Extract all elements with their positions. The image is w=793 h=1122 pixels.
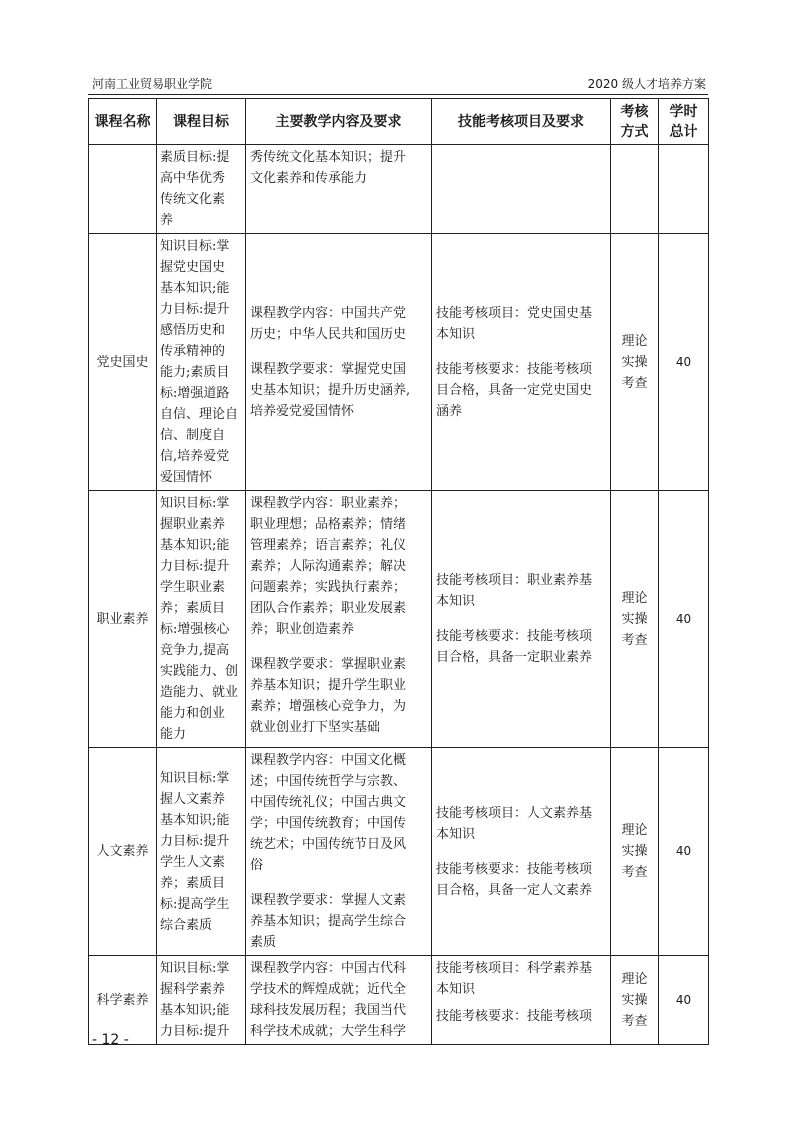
table-row [89,748,709,956]
assessment-method-cell: 理论 实操 考查 [611,956,659,1045]
course-goal-cell: 知识目标:掌 握科学素养 基本知识;能 力目标:提升 [157,956,246,1045]
assessment-method-cell [611,145,659,234]
course-table [88,98,709,1045]
skill-cell: 技能考核项目：职业素养基 本知识 技能考核要求：技能考核项 目合格，具备一定职业素养 [432,491,611,748]
course-content-cell: 课程教学内容：职业素养； 职业理想；品格素养；情绪 管理素养；语言素养；礼仪 素养；人际沟通素养；解决 问题素养；实践执行素养； 团队合作素养；职业发展素 养；职业创造素养 课程教学要求：掌握职业素 养基本知识；提升学生职业 素养；增强核心竞争力，为 就业创业打下坚实基础 [246,491,432,748]
col-header-hours: 学时 总计 [659,99,709,145]
course-goal-cell: 知识目标:掌 握人文素养 基本知识;能 力目标:提升 学生人文素 养；素质目 标:提高学生 综合素质 [157,748,246,956]
course-name-cell [89,145,157,234]
hours-cell: 40 [659,491,709,748]
assessment-method-cell: 理论 实操 考查 [611,748,659,956]
table-row [89,491,709,748]
course-name-cell: 职业素养 [89,491,157,748]
col-header-content: 主要教学内容及要求 [246,99,432,145]
table-header-row [89,99,709,145]
hours-cell: 40 [659,234,709,491]
col-header-skill: 技能考核项目及要求 [432,99,611,145]
col-header-name: 课程名称 [89,99,157,145]
course-content-cell: 课程教学内容：中国共产党 历史；中华人民共和国历史 课程教学要求：掌握党史国 史基本知识；提升历史涵养, 培养爱党爱国情怀 [246,234,432,491]
course-name-cell: 党史国史 [89,234,157,491]
course-goal-cell: 知识目标:掌 握职业素养 基本知识;能 力目标:提升 学生职业素 养；素质目 标:增强核心 竞争力,提高 实践能力、创 造能力、就业 能力和创业 能力 [157,491,246,748]
table-row [89,234,709,491]
course-content-cell: 课程教学内容：中国文化概 述；中国传统哲学与宗教、 中国传统礼仪；中国古典文 学；中国传统教育；中国传 统艺术；中国传统节日及风 俗 课程教学要求：掌握人文素 养基本知识；提高学生综合 素质 [246,748,432,956]
skill-cell [432,145,611,234]
header-rule [88,94,708,95]
course-name-cell: 人文素养 [89,748,157,956]
assessment-method-cell: 理论 实操 考查 [611,234,659,491]
hours-cell [659,145,709,234]
page-header [92,76,706,92]
table-row [89,145,709,234]
course-goal-cell: 素质目标:提 高中华优秀 传统文化素 养 [157,145,246,234]
skill-cell: 技能考核项目：党史国史基 本知识 技能考核要求：技能考核项 目合格，具备一定党史国史 涵养 [432,234,611,491]
table-row [89,956,709,1045]
course-name-cell: 科学素养 [89,956,157,1045]
course-content-cell: 秀传统文化基本知识；提升 文化素养和传承能力 [246,145,432,234]
course-content-cell: 课程教学内容：中国古代科 学技术的辉煌成就；近代全 球科技发展历程；我国当代 科学技术成就；大学生科学 [246,956,432,1045]
hours-cell: 40 [659,956,709,1045]
col-header-method: 考核 方式 [611,99,659,145]
col-header-goal: 课程目标 [157,99,246,145]
header-institution: 河南工业贸易职业学院 [92,77,213,91]
page-number: - 12 - [92,1032,129,1048]
skill-cell: 技能考核项目：人文素养基 本知识 技能考核要求：技能考核项 目合格，具备一定人文素养 [432,748,611,956]
header-program-title: 2020 级人才培养方案 [587,77,706,91]
assessment-method-cell: 理论 实操 考查 [611,491,659,748]
course-goal-cell: 知识目标:掌 握党史国史 基本知识;能 力目标:提升 感悟历史和 传承精神的 能力;素质目 标:增强道路 自信、理论自 信、制度自 信,培养爱党 爱国情怀 [157,234,246,491]
skill-cell: 技能考核项目：科学素养基 本知识 技能考核要求：技能考核项 [432,956,611,1045]
hours-cell: 40 [659,748,709,956]
